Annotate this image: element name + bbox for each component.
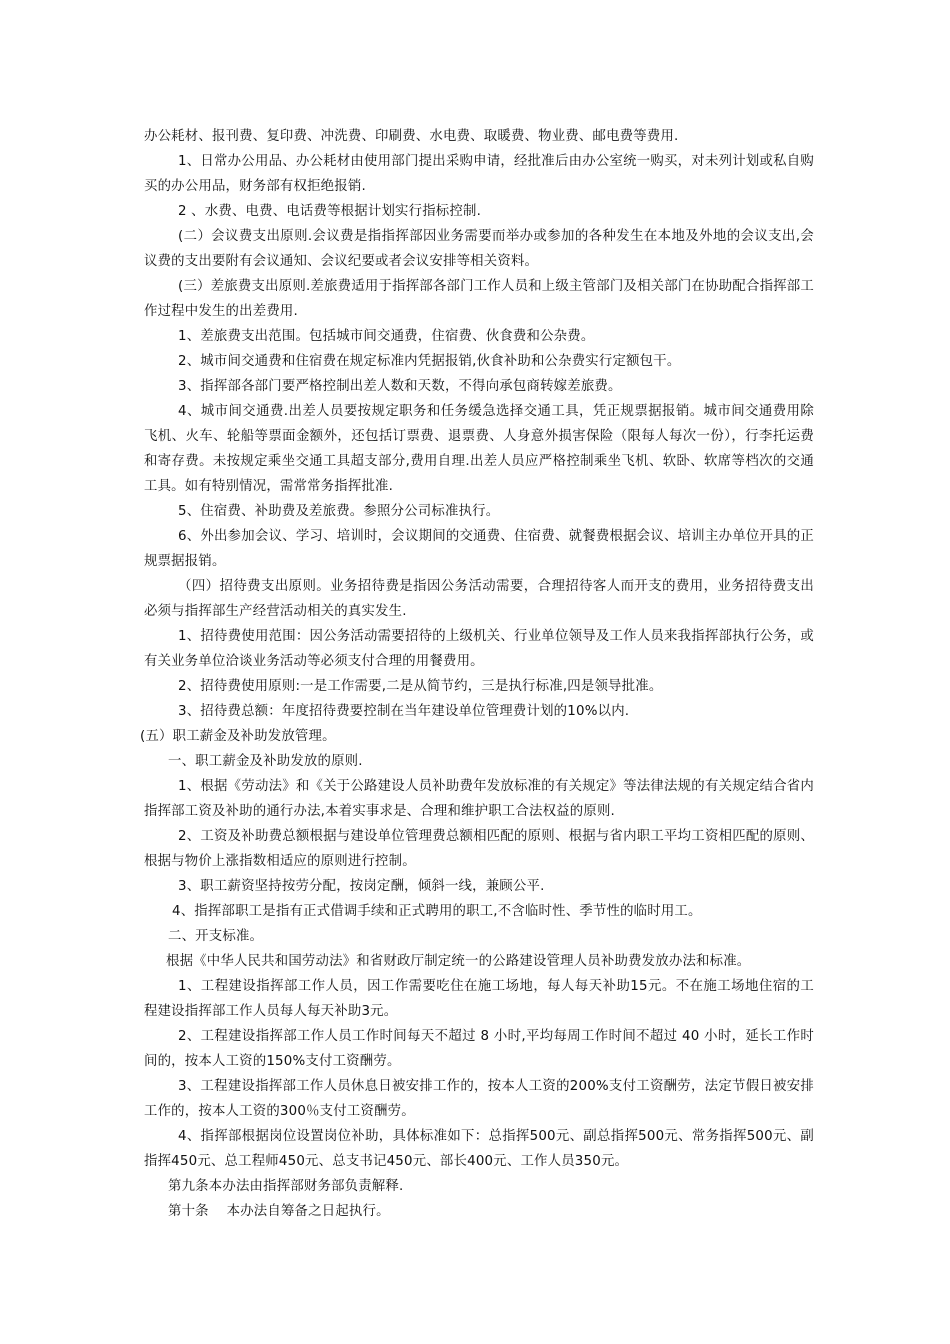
paragraph: 二、开支标准。 (168, 929, 264, 944)
paragraph: 3、招待费总额：年度招待费要控制在当年建设单位管理费计划的10%以内. (178, 704, 630, 719)
paragraph: （四）招待费支出原则。业务招待费是指因公务活动需要，合理招待客人而开支的费用，业务招待费支出必须与指挥部生产经营活动相关的真实发生. (144, 579, 814, 619)
paragraph: 6、外出参加会议、学习、培训时，会议期间的交通费、住宿费、就餐费根据会议、培训主办单位开具的正规票据报销。 (144, 529, 814, 569)
paragraph: 4、城市间交通费.出差人员要按规定职务和任务缓急选择交通工具，凭正规票据报销。城市间交通费用除飞机、火车、轮船等票面金额外，还包括订票费、退票费、人身意外损害保险（限每人每次一份），行李托运费和寄存费。未按规定乘坐交通工具超支部分,费用自理.出差人员应严格控制乘坐飞机、软卧、软席等档次的交通工具。如有特别情况，需常常务指挥批准. (144, 404, 814, 494)
paragraph: 第九条本办法由指挥部财务部负责解释. (168, 1179, 404, 1194)
paragraph: 根据《中华人民共和国劳动法》和省财政厅制定统一的公路建设管理人员补助费发放办法和标准。 (166, 954, 751, 969)
paragraph: 2 、水费、电费、电话费等根据计划实行指标控制. (178, 204, 482, 219)
paragraph: 1、日常办公用品、办公耗材由使用部门提出采购申请，经批准后由办公室统一购买，对未列计划或私自购买的办公用品，财务部有权拒绝报销. (144, 154, 814, 194)
paragraph: 2、工程建设指挥部工作人员工作时间每天不超过 8 小时,平均每周工作时间不超过 40 小时，延长工作时间的，按本人工资的150%支付工资酬劳。 (144, 1029, 814, 1069)
paragraph: 3、指挥部各部门要严格控制出差人数和天数，不得向承包商转嫁差旅费。 (178, 379, 622, 394)
paragraph: (二）会议费支出原则.会议费是指指挥部因业务需要而举办或参加的各种发生在本地及外地的会议支出,会议费的支出要附有会议通知、会议纪要或者会议安排等相关资料。 (144, 229, 814, 269)
paragraph: (三）差旅费支出原则.差旅费适用于指挥部各部门工作人员和上级主管部门及相关部门在协助配合指挥部工作过程中发生的出差费用. (144, 279, 814, 319)
paragraph: 4、指挥部职工是指有正式借调手续和正式聘用的职工,不含临时性、季节性的临时用工。 (172, 904, 702, 919)
paragraph: 2、工资及补助费总额根据与建设单位管理费总额相匹配的原则、根据与省内职工平均工资相匹配的原则、根据与物价上涨指数相适应的原则进行控制。 (144, 829, 814, 869)
paragraph: 5、住宿费、补助费及差旅费。参照分公司标准执行。 (178, 504, 500, 519)
paragraph: 2、城市间交通费和住宿费在规定标准内凭据报销,伙食补助和公杂费实行定额包干。 (178, 354, 681, 369)
paragraph: 1、差旅费支出范围。包括城市间交通费，住宿费、伙食费和公杂费。 (178, 329, 595, 344)
paragraph: 1、工程建设指挥部工作人员，因工作需要吃住在施工场地，每人每天补助15元。不在施工场地住宿的工程建设指挥部工作人员每人每天补助3元。 (144, 979, 814, 1019)
paragraph: (五）职工薪金及补助发放管理。 (140, 729, 336, 744)
document-body (140, 124, 814, 1224)
paragraph: 一、职工薪金及补助发放的原则. (168, 754, 363, 769)
paragraph: 1、招待费使用范围：因公务活动需要招待的上级机关、行业单位领导及工作人员来我指挥部执行公务，或有关业务单位洽谈业务活动等必须支付合理的用餐费用。 (144, 629, 814, 669)
paragraph: 办公耗材、报刊费、复印费、冲洗费、印刷费、水电费、取暖费、物业费、邮电费等费用. (144, 129, 679, 144)
paragraph: 2、招待费使用原则:一是工作需要,二是从简节约，三是执行标准,四是领导批准。 (178, 679, 663, 694)
paragraph: 4、指挥部根据岗位设置岗位补助，具体标准如下：总指挥500元、副总指挥500元、常务指挥500元、副指挥450元、总工程师450元、总支书记450元、部长400元、工作人员350元。 (144, 1129, 814, 1169)
paragraph: 1、根据《劳动法》和《关于公路建设人员补助费年发放标准的有关规定》等法律法规的有关规定结合省内指挥部工资及补助的通行办法,本着实事求是、合理和维护职工合法权益的原则. (144, 779, 814, 819)
paragraph: 3、职工薪资坚持按劳分配，按岗定酬，倾斜一线，兼顾公平. (178, 879, 545, 894)
paragraph: 3、工程建设指挥部工作人员休息日被安排工作的，按本人工资的200%支付工资酬劳，法定节假日被安排工作的，按本人工资的300％支付工资酬劳。 (144, 1079, 814, 1119)
paragraph: 第十条 本办法自筹备之日起执行。 (168, 1204, 390, 1219)
